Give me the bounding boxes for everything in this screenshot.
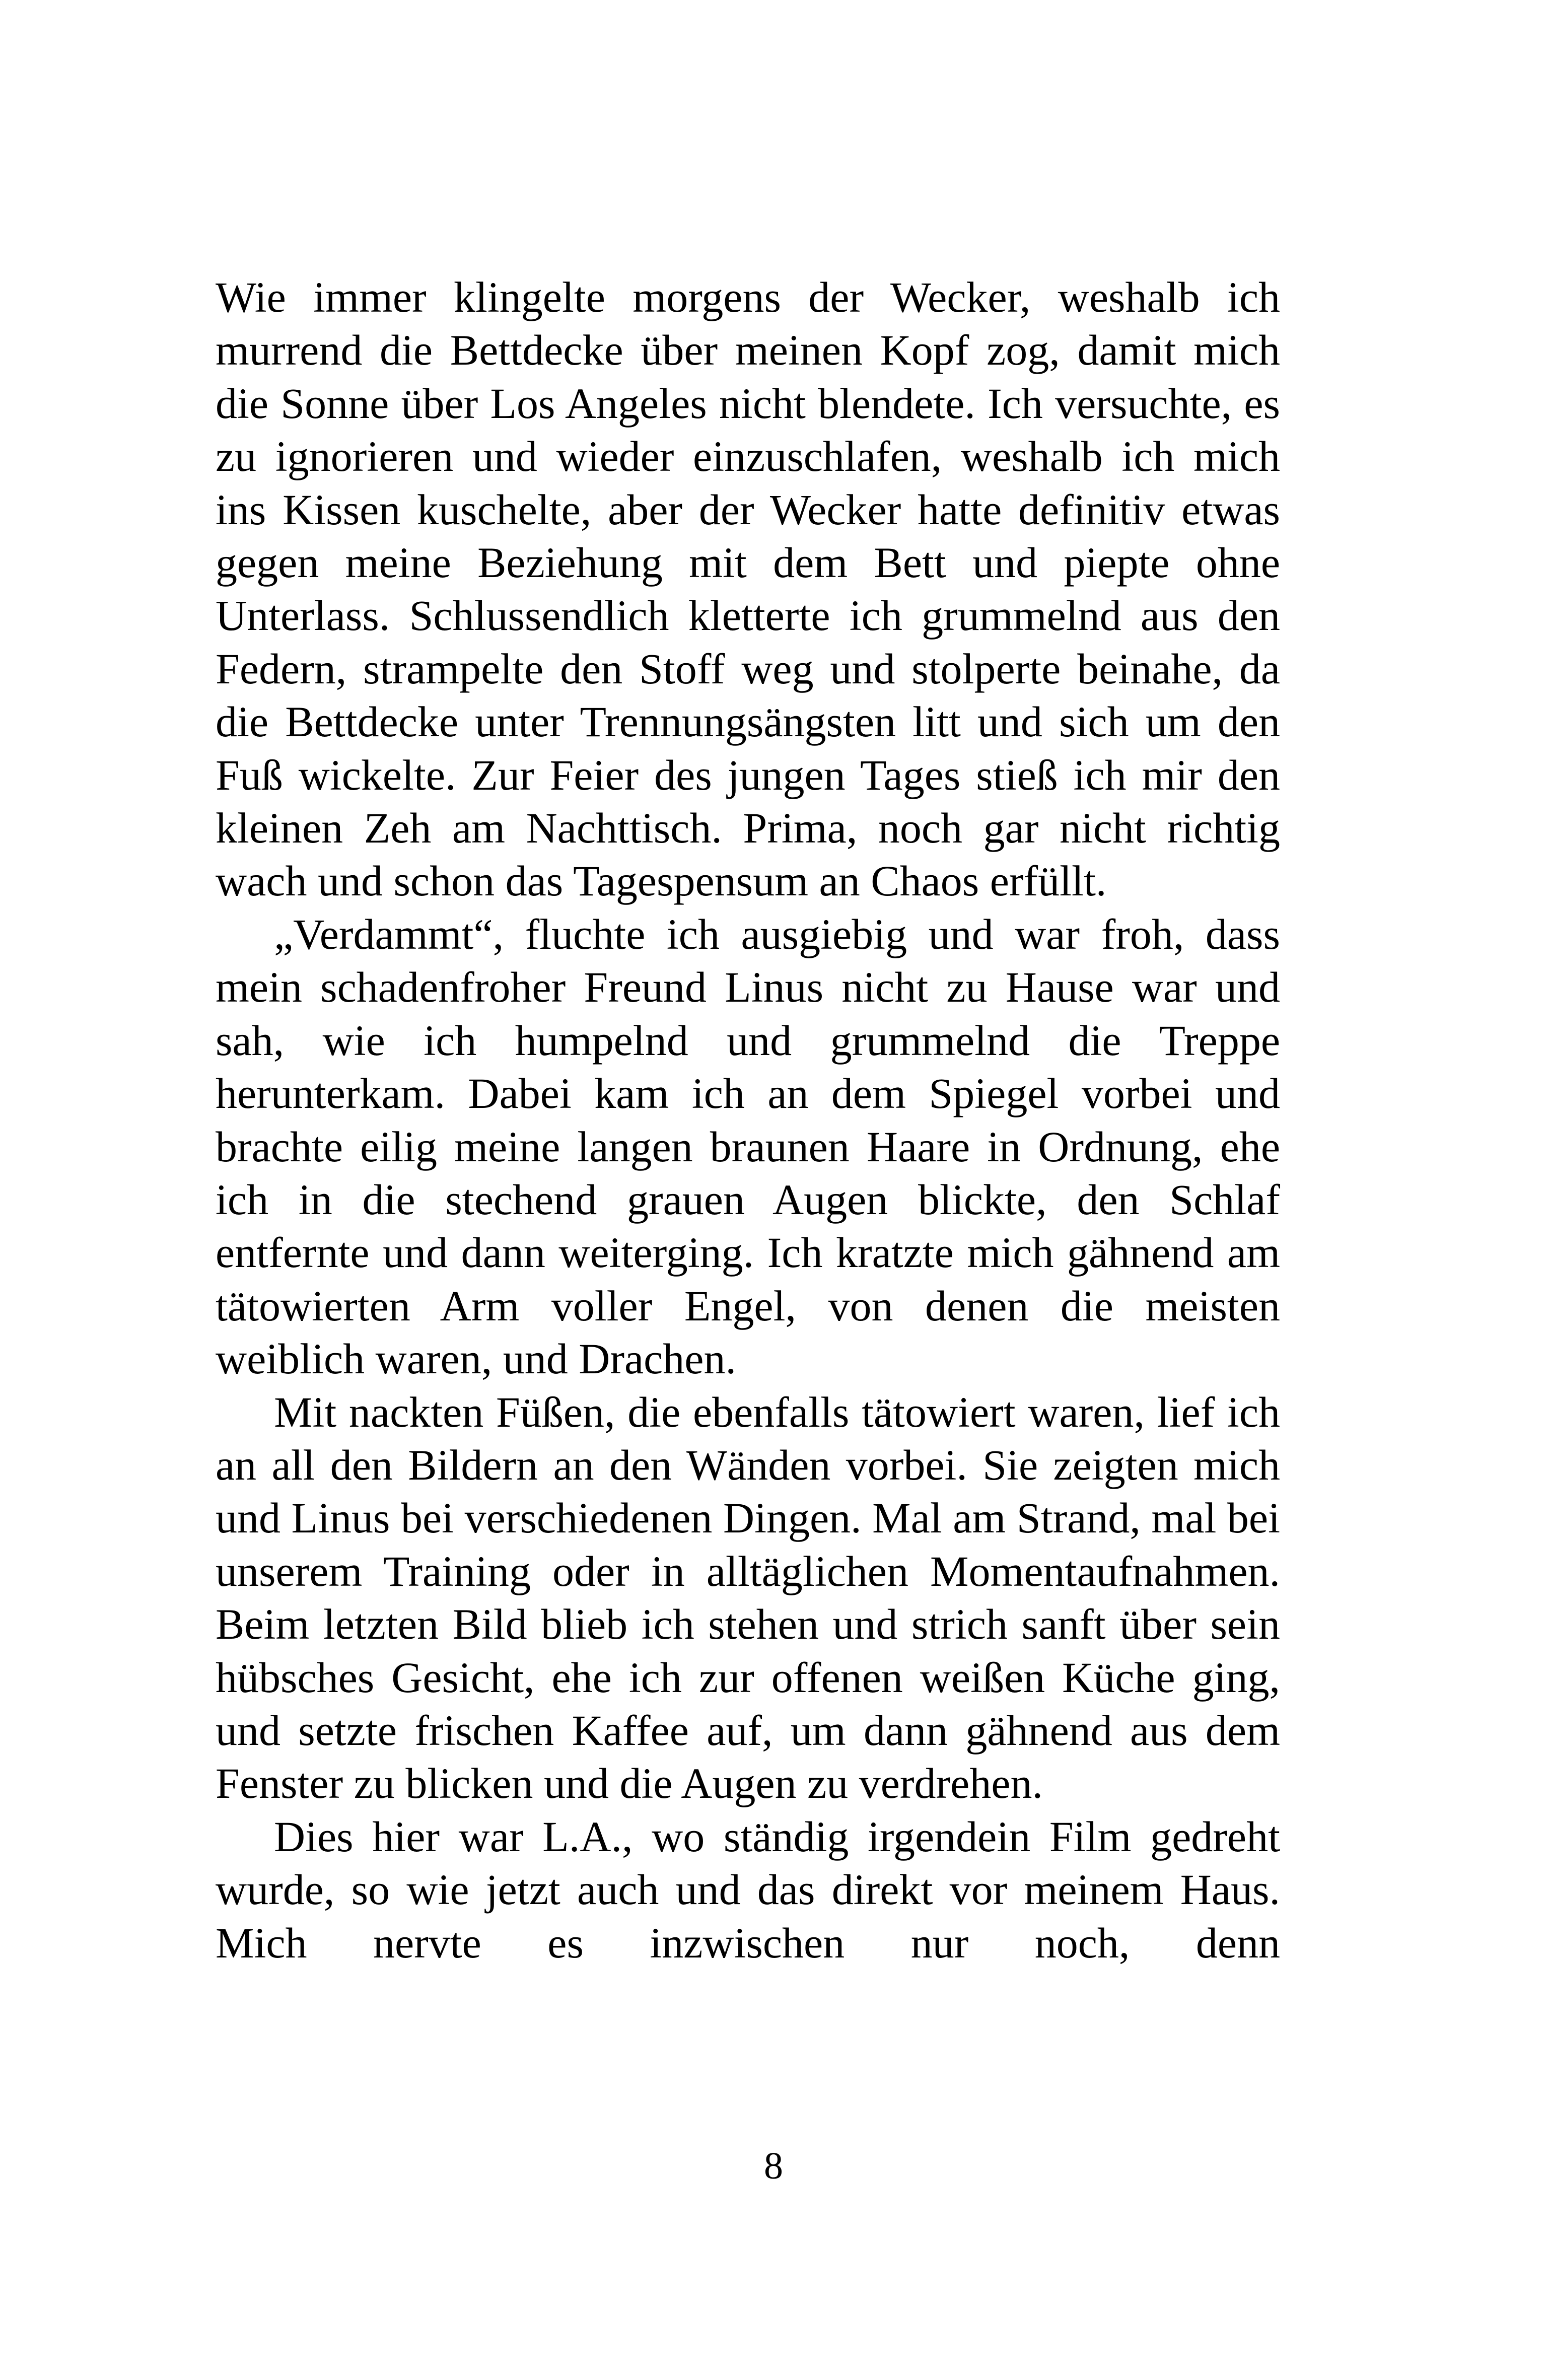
body-text (216, 271, 1280, 1970)
paragraph-4: Dies hier war L.A., wo ständig irgendein Film gedreht wurde, so wie jetzt auch und das direkt vor meinem Haus. Mich nervte es inzwischen nur noch, denn (216, 1812, 1280, 1967)
paragraph-2: „Verdammt“, fluchte ich ausgiebig und war froh, dass mein schadenfroher Freund Linus nicht zu Hause war und sah, wie ich humpelnd und grummelnd die Treppe herunterkam. Dabei kam ich an dem Spiegel vorbei und brachte eilig meine langen braunen Haare in Ordnung, ehe ich in die stechend grauen Augen blickte, den Schlaf entfernte und dann weiterging. Ich kratzte mich gähnend am tätowierten Arm voller Engel, von denen die meisten weiblich waren, und Drachen. (216, 909, 1280, 1383)
paragraph-1: Wie immer klingelte morgens der Wecker, weshalb ich murrend die Bettdecke über meinen Kopf zog, damit mich die Sonne über Los Angeles nicht blendete. Ich versuchte, es zu ignorieren und wieder einzuschlafen, weshalb ich mich ins Kissen kuschelte, aber der Wecker hatte definitiv etwas gegen meine Beziehung mit dem Bett und piepte ohne Unterlass. Schlussendlich kletterte ich grummelnd aus den Federn, strampelte den Stoff weg und stolperte beinahe, da die Bettdecke unter Trennungsängsten litt und sich um den Fuß wickelte. Zur Feier des jungen Tages stieß ich mir den kleinen Zeh am Nachttisch. Prima, noch gar nicht richtig wach und schon das Tagespensum an Chaos erfüllt. (216, 273, 1280, 905)
paragraph-3: Mit nackten Füßen, die ebenfalls tätowiert waren, lief ich an all den Bildern an den Wänden vorbei. Sie zeigten mich und Linus bei verschiedenen Dingen. Mal am Strand, mal bei unserem Training oder in alltäglichen Momentaufnahmen. Beim letzten Bild blieb ich stehen und strich sanft über sein hübsches Gesicht, ehe ich zur offenen weißen Küche ging, und setzte frischen Kaffee auf, um dann gähnend aus dem Fenster zu blicken und die Augen zu verdrehen. (216, 1387, 1280, 1808)
page-number: 8 (764, 2145, 783, 2187)
